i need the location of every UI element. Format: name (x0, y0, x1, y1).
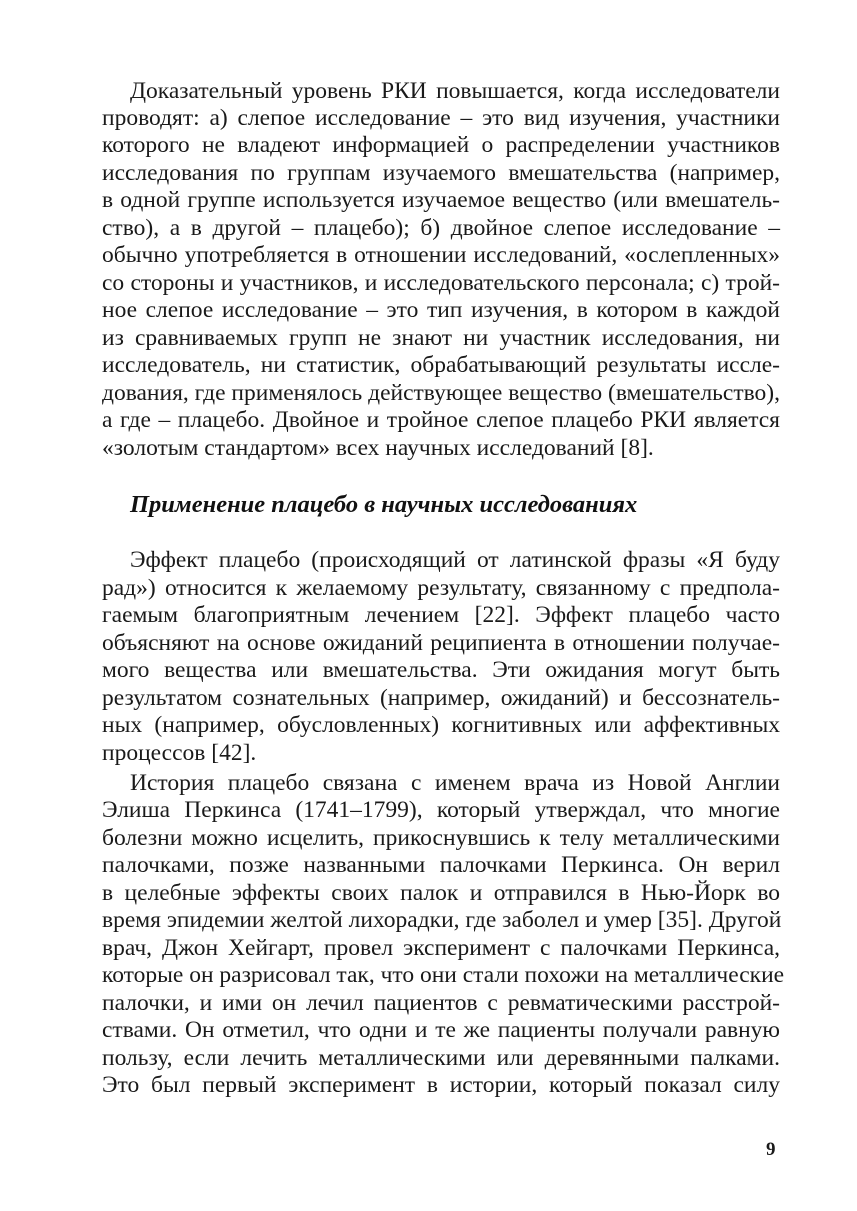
text-line: которого не владеют информацией о распределении участников (102, 132, 780, 158)
text-line: из сравниваемых групп не знают ни участник исследования, ни (102, 325, 780, 351)
text-line: которые он разрисовал так, что они стали похожи на металлические (102, 962, 785, 988)
text-line: рад») относится к желаемому результату, связанному с предпола- (102, 575, 780, 601)
text-line: Эффект плацебо (происходящий от латинской фразы «Я буду (130, 547, 780, 573)
text-line: ство), а в другой – плацебо); б) двойное слепое исследование – (102, 215, 780, 241)
text-line: дования, где применялось действующее вещество (вмешательство), (102, 380, 780, 406)
text-line: в одной группе используется изучаемое вещество (или вмешатель- (102, 187, 780, 213)
text-line: болезни можно исцелить, прикоснувшись к телу металлическими (102, 825, 780, 851)
text-line: Доказательный уровень РКИ повышается, когда исследователи (130, 78, 780, 104)
text-line: а где – плацебо. Двойное и тройное слепое плацебо РКИ является (102, 407, 780, 433)
text-line: История плацебо связана с именем врача из Новой Англии (130, 770, 780, 796)
text-line: «золотым стандартом» всех научных исследований [8]. (102, 435, 654, 461)
text-line: палочками, позже названными палочками Перкинса. Он верил (102, 852, 780, 878)
text-line: ное слепое исследование – это тип изучения, в котором в каждой (102, 297, 780, 323)
text-line: обычно употребляется в отношении исследований, «ослепленных» (102, 242, 780, 268)
text-line: исследования по группам изучаемого вмешательства (например, (102, 160, 780, 186)
text-line: со стороны и участников, и исследовательского персонала; с) трой- (102, 270, 780, 296)
text-line: мого вещества или вмешательства. Эти ожидания могут быть (102, 657, 780, 683)
text-line: врач, Джон Хейгарт, провел эксперимент с палочками Перкинса, (102, 935, 780, 961)
text-line: объясняют на основе ожиданий реципиента в отношении получае- (102, 630, 780, 656)
text-line: исследователь, ни статистик, обрабатывающий результаты иссле- (102, 352, 780, 378)
section-heading: Применение плацебо в научных исследованиях (130, 491, 638, 518)
text-line: Это был первый эксперимент в истории, который показал силу (102, 1072, 780, 1098)
text-line: Элиша Перкинса (1741–1799), который утверждал, что многие (102, 797, 780, 823)
text-line: время эпидемии желтой лихорадки, где заболел и умер [35]. Другой (102, 907, 782, 933)
text-line: ных (например, обусловленных) когнитивных или аффективных (102, 712, 780, 738)
text-line: палочки, и ими он лечил пациентов с ревматическими расстрой- (102, 990, 780, 1016)
text-line: пользу, если лечить металлическими или деревянными палками. (102, 1045, 780, 1071)
page-number: 9 (766, 1139, 776, 1160)
text-line: гаемым благоприятным лечением [22]. Эффект плацебо часто (102, 602, 780, 628)
text-line: в целебные эффекты своих палок и отправился в Нью-Йорк во (102, 880, 780, 906)
text-line: проводят: а) слепое исследование – это вид изучения, участники (102, 105, 780, 131)
text-line: ствами. Он отметил, что одни и те же пациенты получали равную (102, 1017, 780, 1043)
text-line: процессов [42]. (102, 740, 257, 766)
text-line: результатом сознательных (например, ожиданий) и бессознатель- (102, 685, 780, 711)
